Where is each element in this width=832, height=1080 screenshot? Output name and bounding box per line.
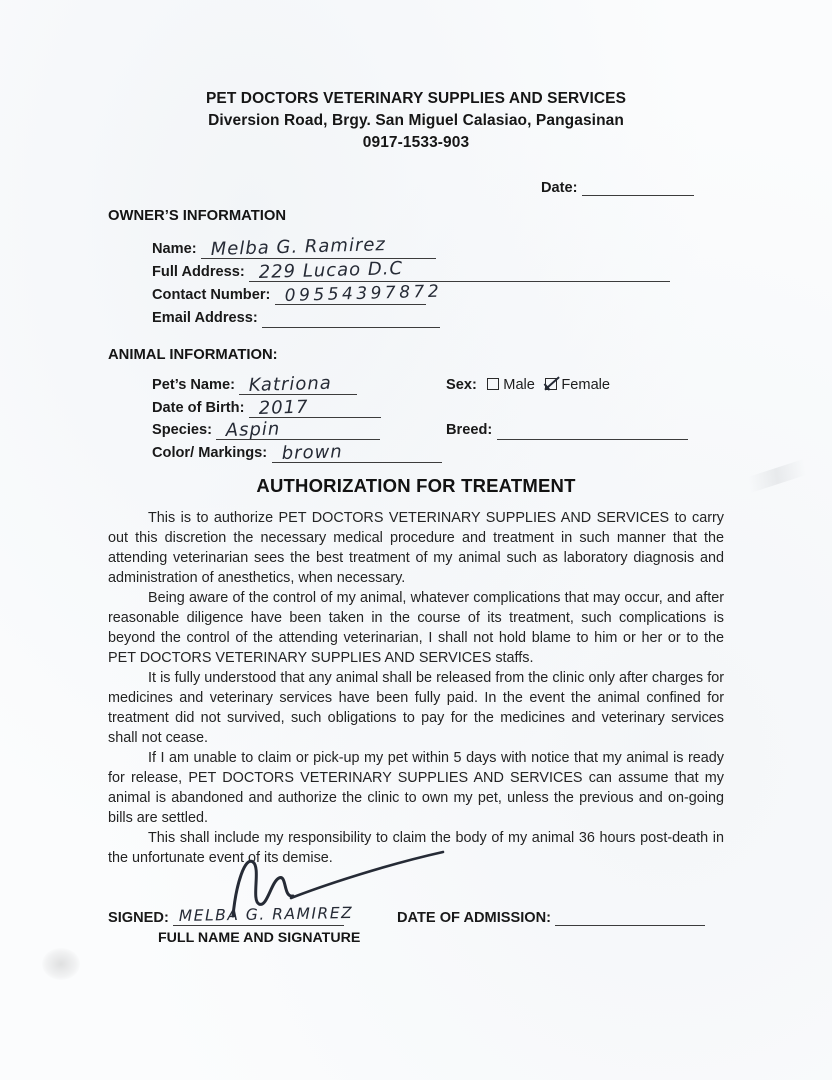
date-label: Date: bbox=[541, 180, 578, 196]
owner-name-handwriting: Melba G. Ramirez bbox=[210, 234, 387, 260]
pet-name-input-line[interactable] bbox=[239, 372, 357, 396]
owner-email-row bbox=[108, 308, 724, 331]
breed-input-line[interactable] bbox=[497, 422, 688, 440]
clinic-name: PET DOCTORS VETERINARY SUPPLIES AND SERVICES bbox=[205, 90, 627, 107]
pet-name-row bbox=[108, 372, 724, 398]
signed-input-line[interactable] bbox=[173, 903, 354, 926]
owner-contact-row bbox=[108, 281, 724, 308]
owner-contact-input-line[interactable] bbox=[275, 281, 443, 306]
authorization-title: AUTHORIZATION FOR TREATMENT bbox=[256, 475, 576, 496]
pet-name-label: Pet’s Name: bbox=[152, 377, 236, 393]
signature-caption: FULL NAME AND SIGNATURE bbox=[158, 930, 361, 946]
breed-group bbox=[446, 420, 688, 440]
date-row bbox=[108, 178, 724, 200]
owner-contact-handwriting: 09554397872 bbox=[284, 281, 443, 306]
owner-name-label: Name: bbox=[152, 241, 197, 257]
sex-male-label: Male bbox=[503, 377, 535, 393]
date-of-admission-label: DATE OF ADMISSION: bbox=[397, 910, 552, 926]
color-markings-row bbox=[108, 440, 724, 466]
owner-section-title: OWNER’S INFORMATION bbox=[108, 208, 287, 224]
dob-row bbox=[108, 398, 724, 421]
owner-address-handwriting: 229 Lucao D.C bbox=[258, 257, 404, 283]
color-markings-handwriting: brown bbox=[281, 440, 343, 464]
species-handwriting: Aspin bbox=[225, 418, 282, 441]
authorization-paragraph-5: This shall include my responsibility to claim the body of my animal 36 hours post-death in the unfortunate event of its demise. bbox=[108, 830, 724, 866]
dob-handwriting: 2017 bbox=[258, 396, 309, 419]
signature-handwriting: MELBA G. RAMIREZ bbox=[178, 903, 354, 925]
species-input-line[interactable] bbox=[216, 418, 380, 441]
owner-email-label: Email Address: bbox=[152, 310, 258, 326]
signature-block bbox=[108, 896, 724, 956]
clinic-address: Diversion Road, Brgy. San Miguel Calasiao, Pangasinan bbox=[208, 112, 624, 129]
species-row bbox=[108, 420, 724, 443]
clinic-header bbox=[0, 0, 832, 154]
sex-female-checkbox[interactable] bbox=[545, 378, 557, 390]
authorization-paragraph-2: Being aware of the control of my animal, whatever complications that may occur, and after reasonable diligence have been taken in the course of its treatment, such complications is beyond the control of the attending veterinarian, I shall not hold blame to him or her or to the PET DOCTORS VETERINARY SUPPLIES AND SERVICES staffs. bbox=[108, 590, 724, 666]
sex-group bbox=[446, 375, 610, 395]
authorization-body bbox=[108, 508, 724, 868]
date-input-line[interactable] bbox=[582, 178, 694, 196]
check-mark-icon bbox=[543, 375, 560, 392]
animal-section-title: ANIMAL INFORMATION: bbox=[108, 347, 278, 363]
sex-label: Sex: bbox=[446, 377, 477, 393]
owner-name-row bbox=[108, 234, 724, 262]
owner-contact-label: Contact Number: bbox=[152, 287, 271, 303]
animal-fields bbox=[108, 372, 724, 465]
scan-streak bbox=[741, 458, 813, 495]
owner-email-input-line[interactable] bbox=[262, 310, 440, 328]
sex-male-checkbox[interactable] bbox=[487, 378, 499, 390]
owner-fields bbox=[108, 234, 724, 331]
scan-smudge bbox=[42, 948, 80, 980]
date-of-admission-group bbox=[397, 908, 705, 926]
owner-name-input-line[interactable] bbox=[201, 234, 436, 260]
dob-input-line[interactable] bbox=[249, 396, 381, 419]
owner-address-input-line[interactable] bbox=[249, 257, 670, 283]
owner-address-label: Full Address: bbox=[152, 264, 245, 280]
authorization-paragraph-1: This is to authorize PET DOCTORS VETERINARY SUPPLIES AND SERVICES to carry out this discretion the necessary medical procedure and treatment in such manner that the attending veterinarian sees the best treatment of my animal such as laboratory diagnosis and administration of anesthetics, when necessary. bbox=[108, 510, 724, 586]
color-markings-label: Color/ Markings: bbox=[152, 444, 268, 461]
pet-name-handwriting: Katriona bbox=[248, 372, 333, 396]
authorization-paragraph-3: It is fully understood that any animal shall be released from the clinic only after charges for medicines and veterinary services have been fully paid. In the event the animal confined for treatment did not survived, such obligations to pay for the medicines and veterinary services shall not cease. bbox=[108, 670, 724, 746]
date-of-admission-input-line[interactable] bbox=[555, 908, 705, 926]
dob-label: Date of Birth: bbox=[152, 399, 245, 416]
signed-label: SIGNED: bbox=[108, 910, 169, 926]
breed-label: Breed: bbox=[446, 422, 493, 438]
sex-female-label: Female bbox=[561, 377, 611, 393]
clinic-phone: 0917-1533-903 bbox=[362, 134, 470, 151]
color-markings-input-line[interactable] bbox=[272, 440, 442, 464]
species-label: Species: bbox=[152, 422, 213, 438]
authorization-paragraph-4: If I am unable to claim or pick-up my pet within 5 days with notice that my animal is ready for release, PET DOCTORS VETERINARY SUPPLIES AND SERVICES can assume that my animal is abandoned and authorize the clinic to own my pet, unless the previous and on-going bills are settled. bbox=[108, 750, 724, 826]
